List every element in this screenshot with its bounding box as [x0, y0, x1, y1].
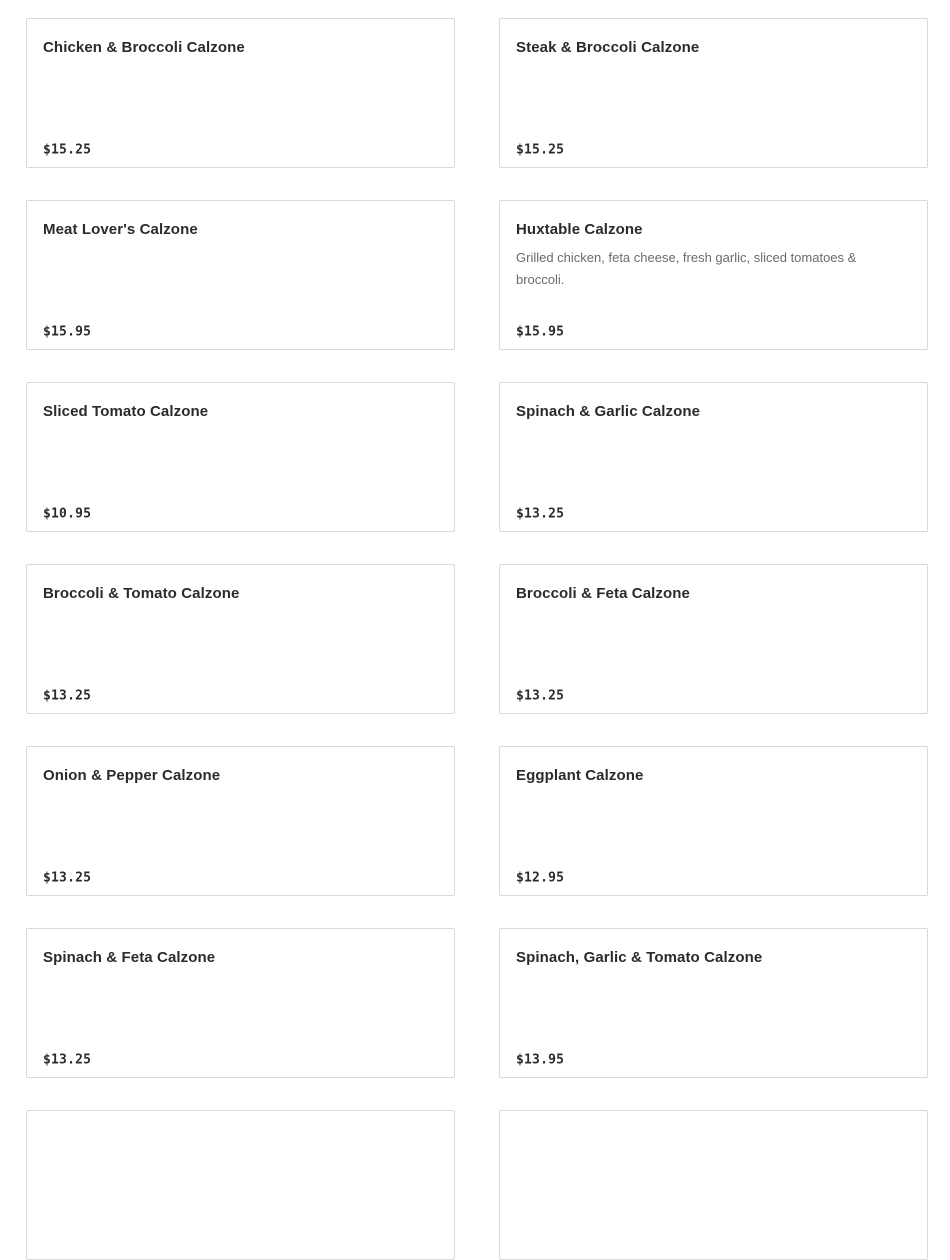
- menu-item-description: Grilled chicken, feta cheese, fresh garlic, sliced tomatoes & broccoli.: [516, 250, 857, 287]
- menu-item-price: $13.25: [43, 1052, 92, 1068]
- menu-item-price: $13.25: [43, 870, 92, 886]
- menu-item-price: $13.25: [516, 506, 565, 522]
- menu-item-card[interactable]: [499, 382, 928, 532]
- menu-item-name: Eggplant Calzone: [516, 767, 644, 784]
- menu-item-price: $15.25: [516, 142, 565, 158]
- menu-item-card[interactable]: [499, 200, 928, 350]
- menu-item-name: Broccoli & Feta Calzone: [516, 585, 691, 602]
- menu-item-name: Steak & Broccoli Calzone: [516, 39, 700, 56]
- menu-item-name: Meat Lover's Calzone: [43, 221, 198, 238]
- menu-item-price: $15.95: [516, 324, 565, 340]
- menu-item-card[interactable]: [26, 564, 455, 714]
- menu-item-price: $13.95: [516, 1052, 565, 1068]
- menu-item-price: $15.95: [43, 324, 92, 340]
- menu-item-name: Spinach & Feta Calzone: [43, 949, 216, 966]
- menu-item-card[interactable]: [26, 382, 455, 532]
- menu-item-name: Onion & Pepper Calzone: [43, 767, 221, 784]
- menu-item-price: $13.25: [43, 688, 92, 704]
- menu-item-name: Sliced Tomato Calzone: [43, 403, 209, 420]
- menu-item-name: Broccoli & Tomato Calzone: [43, 585, 240, 602]
- menu-item-card[interactable]: [499, 928, 928, 1078]
- menu-item-price: $12.95: [516, 870, 565, 886]
- menu-item-card[interactable]: [26, 928, 455, 1078]
- menu-item-card[interactable]: [499, 564, 928, 714]
- menu-item-name: Huxtable Calzone: [516, 221, 643, 238]
- menu-item-card[interactable]: [26, 200, 455, 350]
- menu-item-card-partial[interactable]: [26, 1110, 455, 1260]
- menu-item-name: Spinach, Garlic & Tomato Calzone: [516, 949, 763, 966]
- menu-item-card[interactable]: [26, 746, 455, 896]
- menu-item-price: $13.25: [516, 688, 565, 704]
- menu-item-name: Chicken & Broccoli Calzone: [43, 39, 245, 56]
- menu-item-grid: [26, 18, 928, 1260]
- menu-item-card-partial[interactable]: [499, 1110, 928, 1260]
- menu-item-card[interactable]: [26, 18, 455, 168]
- menu-item-card[interactable]: [499, 746, 928, 896]
- menu-item-price: $15.25: [43, 142, 92, 158]
- menu-item-name: Spinach & Garlic Calzone: [516, 403, 701, 420]
- menu-item-card[interactable]: [499, 18, 928, 168]
- menu-item-price: $10.95: [43, 506, 92, 522]
